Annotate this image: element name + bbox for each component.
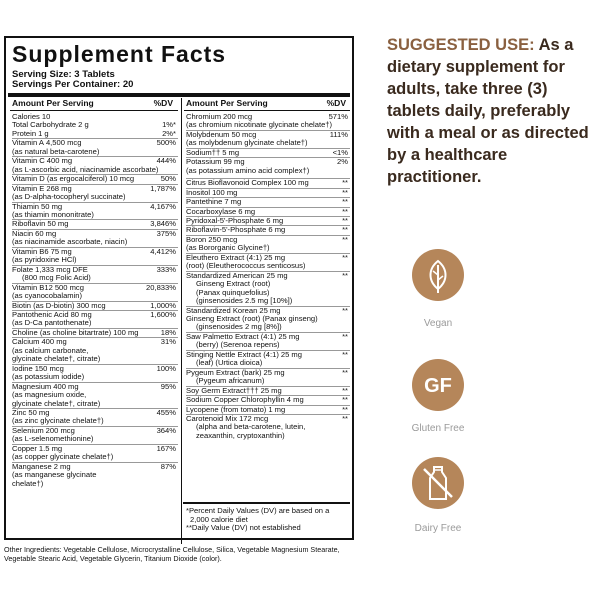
nutrient-name: Total Carbohydrate bbox=[12, 120, 77, 130]
nutrient-amount: 75 mg bbox=[50, 246, 72, 256]
nutrient-name: (alpha and beta-carotene, lutein, bbox=[196, 422, 306, 432]
nutrient-amount: 2 g bbox=[78, 120, 89, 130]
nutrient-amount: 400 mg bbox=[53, 381, 79, 391]
nutrient-amount: 2 mg bbox=[53, 461, 71, 471]
nutrient-row bbox=[12, 435, 178, 443]
nutrient-dv: ** bbox=[342, 197, 348, 207]
nutrient-amount: 10 mcg bbox=[109, 174, 135, 184]
nutrient-name: Calories bbox=[12, 112, 40, 121]
nutrient-row bbox=[12, 373, 178, 381]
nutrient-dv: 2%* bbox=[162, 128, 176, 138]
nutrient-name: (as D-Ca pantothenate) bbox=[12, 318, 92, 328]
nutrient-dv: ** bbox=[342, 349, 348, 359]
nutrient-name: (ginsenosides 2 mg [8%]) bbox=[196, 322, 282, 332]
left-nutrient-column bbox=[12, 113, 178, 488]
nutrient-dv: 1,000% bbox=[150, 300, 176, 310]
nutrient-dv: ** bbox=[342, 385, 348, 395]
nutrient-name: zeaxanthin, cryptoxanthin) bbox=[196, 430, 285, 440]
nutrient-dv: ** bbox=[342, 270, 348, 280]
nutrient-name: Pygeum Extract (bark) bbox=[186, 367, 262, 377]
nutrient-name: Boron bbox=[186, 234, 207, 244]
nutrient-dv: 444% bbox=[156, 156, 176, 166]
nutrient-name: Copper bbox=[12, 443, 37, 453]
right-column-header bbox=[186, 98, 350, 108]
nutrient-amount: 4 mg bbox=[286, 395, 304, 405]
amount-per-serving-header: Amount Per Serving bbox=[12, 98, 94, 108]
nutrient-name: Vitamin B6 bbox=[12, 246, 49, 256]
nutrient-name: (as zinc glycinate chelate†) bbox=[12, 416, 104, 426]
nutrient-name: (as niacinamide ascorbate, niacin) bbox=[12, 237, 128, 247]
nutrient-dv: 18% bbox=[160, 327, 176, 337]
badge-label-vegan: Vegan bbox=[423, 318, 453, 329]
nutrient-name: (as Bororganic Glycine†) bbox=[186, 243, 270, 253]
nutrient-amount: 1 mg bbox=[268, 404, 286, 414]
nutrient-row bbox=[186, 188, 350, 197]
nutrient-name: (ginsenosides 2.5 mg [10%]) bbox=[196, 296, 293, 306]
nutrient-name: (as L-ascorbic acid, niacinamide ascorbate) bbox=[12, 164, 159, 174]
nutrient-amount: 4,500 mcg bbox=[45, 138, 82, 148]
nutrient-name: (leaf) (Urtica dioica) bbox=[196, 358, 263, 368]
left-column-header bbox=[12, 98, 177, 108]
nutrient-amount: 99 mg bbox=[223, 157, 245, 167]
nutrient-row bbox=[186, 178, 350, 187]
nutrient-name: Vitamin D (as ergocalciferol) bbox=[12, 174, 108, 184]
nutrient-name: Selenium bbox=[12, 425, 44, 435]
nutrient-dv: 31% bbox=[160, 337, 176, 347]
suggested-use bbox=[387, 34, 597, 188]
nutrient-amount: 25 mg bbox=[263, 367, 285, 377]
footnote-dv-not-established: **Daily Value (DV) not established bbox=[186, 523, 301, 532]
nutrient-amount: 5 mg bbox=[222, 147, 240, 157]
nutrient-name: Vitamin B12 bbox=[12, 282, 53, 292]
nutrient-row bbox=[186, 197, 350, 206]
nutrient-name: Carotenoid Mix bbox=[186, 413, 238, 423]
nutrient-name: (as molybdenum glycinate chelate†) bbox=[186, 138, 308, 148]
nutrient-dv: 4,167% bbox=[150, 201, 176, 211]
nutrient-amount: 268 mg bbox=[46, 183, 72, 193]
nutrient-amount: 1 g bbox=[38, 128, 49, 138]
other-ingredients: Other Ingredients: Vegetable Cellulose, Microcrystalline Cellulose, Silica, Vegetable Magnesium Stearate, Vegetable Stearic Acid, Vegetable Glycerin, Titanium Dioxide (color). bbox=[4, 545, 340, 563]
thick-divider bbox=[8, 93, 350, 97]
nutrient-amount: 1.5 mg bbox=[38, 443, 63, 453]
nutrient-row bbox=[186, 341, 350, 349]
nutrient-row bbox=[12, 238, 178, 246]
nutrient-amount: 50 mg bbox=[28, 407, 50, 417]
nutrient-amount: 7 mg bbox=[224, 197, 242, 207]
nutrient-name: Niacin bbox=[12, 228, 34, 238]
nutrient-name: (as pyridoxine HCl) bbox=[12, 255, 77, 265]
nutrient-dv: 455% bbox=[156, 407, 176, 417]
nutrient-amount: 6 mg bbox=[266, 215, 284, 225]
badge-label-dairy-free: Dairy Free bbox=[414, 523, 462, 534]
nutrient-row bbox=[186, 225, 350, 234]
nutrient-row bbox=[186, 167, 350, 175]
nutrient-row bbox=[12, 193, 178, 201]
nutrient-dv: 2% bbox=[337, 157, 348, 167]
nutrient-row bbox=[186, 244, 350, 252]
gf-icon bbox=[410, 357, 466, 413]
nutrient-row bbox=[12, 174, 178, 183]
nutrient-row bbox=[12, 319, 178, 327]
panel-title: Supplement Facts bbox=[12, 41, 227, 67]
nutrient-name: (as copper glycinate chelate†) bbox=[12, 452, 114, 462]
nutrient-row bbox=[12, 453, 178, 461]
nutrient-amount: 25 mg bbox=[266, 270, 288, 280]
right-nutrient-column bbox=[186, 113, 350, 440]
suggested-use-label: SUGGESTED USE: bbox=[387, 36, 535, 54]
nutrient-row bbox=[186, 297, 350, 305]
nutrient-name: Standardized American bbox=[186, 270, 265, 280]
nutrient-name: (Panax quinquefolius) bbox=[196, 287, 270, 297]
nutrient-row bbox=[12, 292, 178, 300]
nutrient-row bbox=[12, 417, 178, 425]
nutrient-name: Sodium†† bbox=[186, 147, 221, 157]
nutrient-dv: 167% bbox=[156, 443, 176, 453]
suggested-use-text: As a dietary supplement for adults, take three (3) tablets daily, preferably with a meal or as directed by a healthcare practitioner. bbox=[387, 36, 589, 186]
nutrient-amount: 200 mcg bbox=[223, 112, 253, 121]
nutrient-name: Eleuthero Extract (4:1) bbox=[186, 252, 262, 262]
nutrient-dv: ** bbox=[342, 252, 348, 262]
nutrient-amount: 25 mg bbox=[280, 349, 302, 359]
milk-bottle-crossed-icon bbox=[410, 455, 466, 511]
nutrient-name: glycinate chelate†, citrate) bbox=[12, 354, 101, 364]
nutrient-name: Manganese bbox=[12, 461, 52, 471]
nutrient-name: Biotin (as D-biotin) bbox=[12, 300, 75, 310]
nutrient-amount: 300 mcg bbox=[76, 300, 106, 310]
nutrient-dv: ** bbox=[342, 206, 348, 216]
nutrient-dv: ** bbox=[342, 215, 348, 225]
column-divider bbox=[181, 98, 182, 544]
nutrient-amount: 80 mg bbox=[70, 309, 92, 319]
nutrient-row bbox=[12, 328, 178, 337]
nutrient-row bbox=[186, 395, 350, 404]
nutrient-dv: ** bbox=[342, 234, 348, 244]
nutrient-name: Stinging Nettle Extract (4:1) bbox=[186, 349, 279, 359]
servings-per-container: Servings Per Container: 20 bbox=[12, 79, 134, 90]
nutrient-dv: 364% bbox=[156, 425, 176, 435]
nutrient-amount: 100 mg bbox=[283, 178, 309, 188]
nutrient-dv: 50% bbox=[160, 174, 176, 184]
nutrient-row bbox=[186, 377, 350, 385]
leaf-icon bbox=[410, 247, 466, 303]
nutrient-amount: 150 mcg bbox=[34, 363, 64, 373]
nutrient-name: Cocarboxylase bbox=[186, 206, 237, 216]
nutrient-dv: 1%* bbox=[162, 120, 176, 130]
dv-header: %DV bbox=[153, 98, 173, 108]
nutrient-row bbox=[186, 386, 350, 395]
footnote-dv-line1: *Percent Daily Values (DV) are based on a bbox=[186, 506, 330, 515]
nutrient-row bbox=[186, 148, 350, 157]
nutrient-name: (as natural beta-carotene) bbox=[12, 146, 100, 156]
nutrient-row bbox=[186, 405, 350, 414]
nutrient-name: glycinate chelate†, citrate) bbox=[12, 398, 101, 408]
nutrient-dv: <1% bbox=[332, 147, 348, 157]
nutrient-row bbox=[186, 121, 350, 129]
nutrient-dv: ** bbox=[342, 413, 348, 423]
nutrient-amount: 25 mg bbox=[278, 331, 300, 341]
dv-header: %DV bbox=[326, 98, 346, 108]
nutrient-row bbox=[12, 130, 178, 138]
nutrient-row bbox=[186, 207, 350, 216]
nutrient-amount: 250 mcg bbox=[208, 234, 238, 244]
nutrient-amount: 400 mg bbox=[41, 337, 67, 347]
nutrient-name: Inositol bbox=[186, 187, 211, 197]
nutrient-name: Pyridoxal-5'-Phosphate bbox=[186, 215, 265, 225]
nutrient-dv: 100% bbox=[156, 363, 176, 373]
nutrient-amount: 50 mcg bbox=[231, 129, 257, 139]
nutrient-dv: 4,412% bbox=[150, 246, 176, 256]
nutrient-row bbox=[12, 148, 178, 156]
nutrient-dv: ** bbox=[342, 178, 348, 188]
nutrient-row bbox=[186, 323, 350, 331]
nutrient-row bbox=[12, 219, 178, 228]
nutrient-dv: 20,833% bbox=[146, 282, 176, 292]
nutrient-name: Potassium bbox=[186, 157, 222, 167]
nutrient-amount: 400 mg bbox=[46, 156, 73, 166]
nutrient-dv: 95% bbox=[160, 381, 176, 391]
nutrient-row bbox=[186, 139, 350, 147]
nutrient-dv: ** bbox=[342, 395, 348, 405]
nutrient-name: Chromium bbox=[186, 112, 222, 121]
nutrient-amount: 25 mg bbox=[259, 305, 281, 315]
amount-per-serving-header: Amount Per Serving bbox=[186, 98, 268, 108]
nutrient-name: Ginseng Extract (root) bbox=[196, 279, 271, 289]
nutrient-dv: ** bbox=[342, 225, 348, 235]
nutrient-name: Vitamin C bbox=[12, 156, 45, 166]
nutrient-dv: ** bbox=[342, 367, 348, 377]
nutrient-dv: 111% bbox=[329, 129, 348, 139]
nutrient-amount: 6 mg bbox=[238, 206, 256, 216]
nutrient-row bbox=[12, 480, 178, 488]
nutrient-name: (as thiamin mononitrate) bbox=[12, 209, 94, 219]
nutrient-amount: 172 mcg bbox=[239, 413, 269, 423]
nutrient-row bbox=[186, 216, 350, 225]
nutrient-row bbox=[12, 256, 178, 264]
nutrient-name: Thiamin bbox=[12, 201, 40, 211]
nutrient-name: (Pygeum africanum) bbox=[196, 376, 265, 386]
nutrient-name: Choline (as choline bitartrate) bbox=[12, 327, 112, 337]
nutrient-name: (as magnesium oxide, bbox=[12, 390, 87, 400]
nutrient-amount: 50 mg bbox=[41, 201, 63, 211]
nutrient-name: (as calcium carbonate, bbox=[12, 345, 89, 355]
nutrient-name: Riboflavin-5'-Phosphate bbox=[186, 225, 267, 235]
nutrient-name: Calcium bbox=[12, 337, 40, 347]
footnote-divider bbox=[183, 502, 350, 504]
nutrient-dv: 333% bbox=[156, 264, 176, 274]
nutrient-name: Pantothenic Acid bbox=[12, 309, 69, 319]
nutrient-dv: ** bbox=[342, 187, 348, 197]
nutrient-name: Magnesium bbox=[12, 381, 52, 391]
nutrient-amount: 50 mg bbox=[47, 219, 69, 229]
nutrient-row bbox=[12, 301, 178, 310]
nutrient-name: Ginseng Extract (root) (Panax ginseng) bbox=[186, 313, 318, 323]
nutrient-name: Protein bbox=[12, 128, 37, 138]
serving-size: Serving Size: 3 Tablets bbox=[12, 69, 115, 80]
nutrient-dv: 1,787% bbox=[150, 183, 176, 193]
nutrient-dv: 87% bbox=[160, 461, 176, 471]
nutrient-name: (as cyanocobalamin) bbox=[12, 291, 83, 301]
nutrient-dv: ** bbox=[342, 305, 348, 315]
nutrient-name: Molybdenum bbox=[186, 129, 230, 139]
nutrient-row bbox=[12, 274, 178, 282]
footnote-dv-line2: 2,000 calorie diet bbox=[190, 514, 248, 524]
nutrient-dv: ** bbox=[342, 404, 348, 414]
nutrient-amount: 60 mg bbox=[35, 228, 57, 238]
nutrient-amount: 6 mg bbox=[268, 225, 286, 235]
nutrient-dv: 1,600% bbox=[150, 309, 176, 319]
nutrient-row bbox=[12, 211, 178, 219]
nutrient-name: Vitamin E bbox=[12, 183, 45, 193]
nutrient-name: (as potassium iodide) bbox=[12, 372, 85, 382]
nutrient-amount: 500 mcg bbox=[54, 282, 84, 292]
nutrient-name: Zinc bbox=[12, 407, 27, 417]
nutrient-name: Vitamin A bbox=[12, 138, 44, 148]
nutrient-row bbox=[186, 432, 350, 440]
nutrient-name: (as chromium nicotinate glycinate chelate†) bbox=[186, 120, 333, 130]
nutrient-name: (as D-alpha-tocopheryl succinate) bbox=[12, 192, 126, 202]
nutrient-dv: ** bbox=[342, 331, 348, 341]
nutrient-name: (800 mcg Folic Acid) bbox=[22, 273, 91, 283]
nutrient-dv: 571% bbox=[328, 112, 348, 121]
nutrient-name: Saw Palmetto Extract (4:1) bbox=[186, 331, 277, 341]
nutrient-amount: 25 mg bbox=[260, 385, 282, 395]
nutrient-name: (root) (Eleutherococcus senticosus) bbox=[186, 261, 306, 271]
nutrient-name: Pantethine bbox=[186, 197, 223, 207]
badge-label-gluten-free: Gluten Free bbox=[411, 423, 465, 434]
nutrient-amount: 100 mg bbox=[113, 327, 139, 337]
nutrient-row bbox=[12, 355, 178, 363]
supplement-facts-panel bbox=[4, 36, 354, 540]
nutrient-name: chelate†) bbox=[12, 478, 44, 488]
nutrient-amount: 25 mg bbox=[263, 252, 286, 262]
nutrient-name: Folate bbox=[12, 264, 34, 274]
nutrient-row bbox=[186, 262, 350, 270]
nutrient-name: (as L-selenomethionine) bbox=[12, 434, 94, 444]
nutrient-amount: 10 bbox=[41, 112, 51, 121]
gf-icon-text: GF bbox=[424, 375, 452, 397]
nutrient-name: Standardized Korean bbox=[186, 305, 258, 315]
nutrient-row bbox=[12, 400, 178, 408]
nutrient-name: Iodine bbox=[12, 363, 33, 373]
nutrient-name: Soy Germ Extract††† bbox=[186, 385, 259, 395]
nutrient-name: (as manganese glycinate bbox=[12, 470, 97, 480]
nutrient-amount: 1,333 mcg DFE bbox=[35, 264, 88, 274]
nutrient-dv: 3,846% bbox=[150, 219, 176, 229]
nutrient-amount: 200 mcg bbox=[45, 425, 75, 435]
nutrient-name: Sodium Copper Chlorophyllin bbox=[186, 395, 285, 405]
nutrient-dv: 375% bbox=[156, 228, 176, 238]
nutrient-dv: 500% bbox=[156, 138, 176, 148]
footnotes bbox=[186, 507, 329, 533]
nutrient-amount: 100 mg bbox=[212, 187, 238, 197]
nutrient-name: Riboflavin bbox=[12, 219, 46, 229]
nutrient-name: Lycopene (from tomato) bbox=[186, 404, 267, 414]
header-rule-left bbox=[10, 110, 178, 111]
nutrient-name: (as potassium amino acid complex†) bbox=[186, 165, 310, 175]
nutrient-name: (berry) (Serenoa repens) bbox=[196, 340, 280, 350]
header-rule-right bbox=[184, 110, 350, 111]
nutrient-row bbox=[12, 166, 178, 174]
nutrient-name: Citrus Bioflavonoid Complex bbox=[186, 178, 282, 188]
nutrient-row bbox=[186, 359, 350, 367]
